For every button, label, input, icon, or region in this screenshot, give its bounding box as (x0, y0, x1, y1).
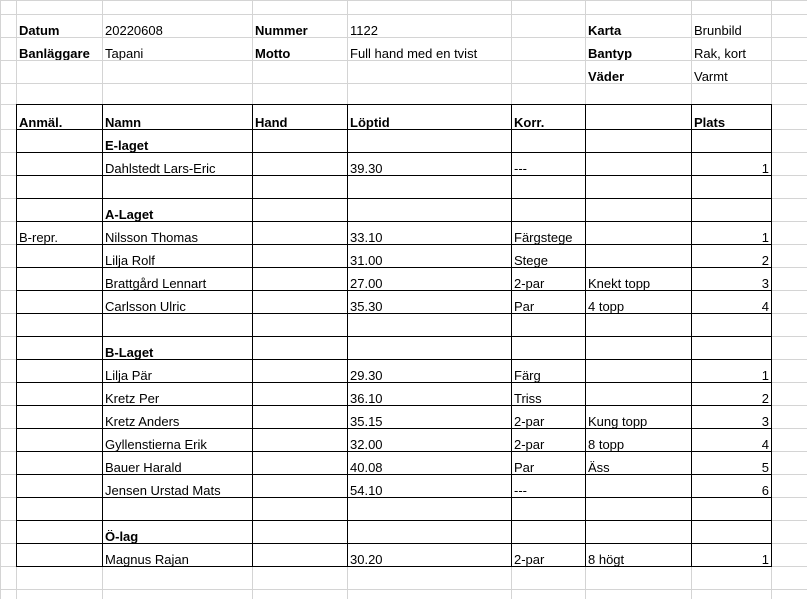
plats-cell[interactable]: 1 (761, 553, 769, 566)
korr-cell[interactable]: 2-par (514, 553, 545, 566)
banlaggare-value[interactable]: Tapani (105, 47, 144, 60)
loptid-cell[interactable]: 29.30 (350, 369, 383, 382)
column-header-plats[interactable]: Plats (694, 116, 726, 129)
group-heading[interactable]: E-laget (105, 139, 149, 152)
plats-cell[interactable]: 3 (761, 277, 769, 290)
hand-cell[interactable] (253, 461, 347, 474)
nummer-value[interactable]: 1122 (350, 24, 378, 37)
plats-cell[interactable]: 2 (761, 254, 769, 267)
extra-cell[interactable]: 8 högt (588, 553, 625, 566)
anmal-cell[interactable]: B-repr. (19, 231, 59, 244)
anmal-cell[interactable] (17, 461, 102, 474)
anmal-cell[interactable] (17, 484, 102, 497)
extra-cell[interactable] (586, 231, 691, 244)
loptid-cell[interactable]: 36.10 (350, 392, 383, 405)
vader-label[interactable]: Väder (588, 70, 625, 83)
datum-value[interactable]: 20220608 (105, 24, 163, 37)
extra-cell[interactable] (586, 392, 691, 405)
name-cell[interactable]: Jensen Urstad Mats (105, 484, 221, 497)
korr-cell[interactable]: Stege (514, 254, 548, 267)
anmal-cell[interactable] (17, 254, 102, 267)
column-header-hand[interactable]: Hand (255, 116, 288, 129)
korr-cell[interactable]: Par (514, 300, 535, 313)
name-cell[interactable]: Brattgård Lennart (105, 277, 207, 290)
name-cell[interactable]: Kretz Anders (105, 415, 180, 428)
korr-cell[interactable]: 2-par (514, 438, 545, 451)
plats-cell[interactable]: 1 (761, 162, 769, 175)
korr-cell[interactable]: Triss (514, 392, 542, 405)
hand-cell[interactable] (253, 277, 347, 290)
hand-cell[interactable] (253, 438, 347, 451)
extra-cell[interactable] (586, 369, 691, 382)
bantyp-label[interactable]: Bantyp (588, 47, 633, 60)
loptid-cell[interactable]: 54.10 (350, 484, 383, 497)
name-cell[interactable]: Dahlstedt Lars-Eric (105, 162, 216, 175)
plats-cell[interactable]: 2 (761, 392, 769, 405)
extra-cell[interactable] (586, 162, 691, 175)
korr-cell[interactable]: --- (514, 162, 527, 175)
hand-cell[interactable] (253, 484, 347, 497)
anmal-cell[interactable] (17, 162, 102, 175)
column-header-loptid[interactable]: Löptid (350, 116, 390, 129)
group-heading[interactable]: Ö-lag (105, 530, 139, 543)
plats-cell[interactable]: 3 (761, 415, 769, 428)
loptid-cell[interactable]: 40.08 (350, 461, 383, 474)
column-header-korr[interactable]: Korr. (514, 116, 545, 129)
extra-cell[interactable]: 4 topp (588, 300, 625, 313)
plats-cell[interactable]: 1 (761, 231, 769, 244)
korr-cell[interactable]: 2-par (514, 277, 545, 290)
plats-cell[interactable]: 5 (761, 461, 769, 474)
loptid-cell[interactable]: 30.20 (350, 553, 383, 566)
hand-cell[interactable] (253, 415, 347, 428)
loptid-cell[interactable]: 35.30 (350, 300, 383, 313)
loptid-cell[interactable]: 33.10 (350, 231, 383, 244)
nummer-label[interactable]: Nummer (255, 24, 308, 37)
hand-cell[interactable] (253, 254, 347, 267)
name-cell[interactable]: Nilsson Thomas (105, 231, 198, 244)
loptid-cell[interactable]: 35.15 (350, 415, 383, 428)
hand-cell[interactable] (253, 300, 347, 313)
banlaggare-label[interactable]: Banläggare (19, 47, 90, 60)
loptid-cell[interactable]: 39.30 (350, 162, 383, 175)
plats-cell[interactable]: 6 (761, 484, 769, 497)
plats-cell[interactable]: 4 (761, 300, 769, 313)
korr-cell[interactable]: Färgstege (514, 231, 573, 244)
extra-cell[interactable]: Knekt topp (588, 277, 651, 290)
motto-value[interactable]: Full hand med en tvist (350, 47, 478, 60)
korr-cell[interactable]: Par (514, 461, 535, 474)
korr-cell[interactable]: Färg (514, 369, 541, 382)
anmal-cell[interactable] (17, 415, 102, 428)
karta-value[interactable]: Brunbild (694, 24, 742, 37)
datum-label[interactable]: Datum (19, 24, 60, 37)
column-header-namn[interactable]: Namn (105, 116, 142, 129)
anmal-cell[interactable] (17, 300, 102, 313)
anmal-cell[interactable] (17, 438, 102, 451)
extra-cell[interactable] (586, 484, 691, 497)
hand-cell[interactable] (253, 553, 347, 566)
name-cell[interactable]: Kretz Per (105, 392, 160, 405)
hand-cell[interactable] (253, 392, 347, 405)
korr-cell[interactable]: 2-par (514, 415, 545, 428)
anmal-cell[interactable] (17, 553, 102, 566)
name-cell[interactable]: Gyllenstierna Erik (105, 438, 207, 451)
plats-cell[interactable]: 4 (761, 438, 769, 451)
bantyp-value[interactable]: Rak, kort (694, 47, 747, 60)
name-cell[interactable]: Lilja Pär (105, 369, 152, 382)
motto-label[interactable]: Motto (255, 47, 291, 60)
name-cell[interactable]: Bauer Harald (105, 461, 182, 474)
name-cell[interactable]: Lilja Rolf (105, 254, 155, 267)
extra-cell[interactable]: 8 topp (588, 438, 625, 451)
hand-cell[interactable] (253, 369, 347, 382)
plats-cell[interactable]: 1 (761, 369, 769, 382)
group-heading[interactable]: B-Laget (105, 346, 154, 359)
vader-value[interactable]: Varmt (694, 70, 728, 83)
hand-cell[interactable] (253, 231, 347, 244)
hand-cell[interactable] (253, 162, 347, 175)
extra-cell[interactable] (586, 254, 691, 267)
loptid-cell[interactable]: 31.00 (350, 254, 383, 267)
loptid-cell[interactable]: 32.00 (350, 438, 383, 451)
korr-cell[interactable]: --- (514, 484, 527, 497)
anmal-cell[interactable] (17, 392, 102, 405)
group-heading[interactable]: A-Laget (105, 208, 154, 221)
name-cell[interactable]: Magnus Rajan (105, 553, 189, 566)
extra-cell[interactable]: Kung topp (588, 415, 648, 428)
column-header-extra[interactable] (586, 116, 691, 129)
column-header-anmal[interactable]: Anmäl. (19, 116, 63, 129)
name-cell[interactable]: Carlsson Ulric (105, 300, 186, 313)
extra-cell[interactable]: Äss (588, 461, 610, 474)
anmal-cell[interactable] (17, 277, 102, 290)
karta-label[interactable]: Karta (588, 24, 622, 37)
anmal-cell[interactable] (17, 369, 102, 382)
loptid-cell[interactable]: 27.00 (350, 277, 383, 290)
